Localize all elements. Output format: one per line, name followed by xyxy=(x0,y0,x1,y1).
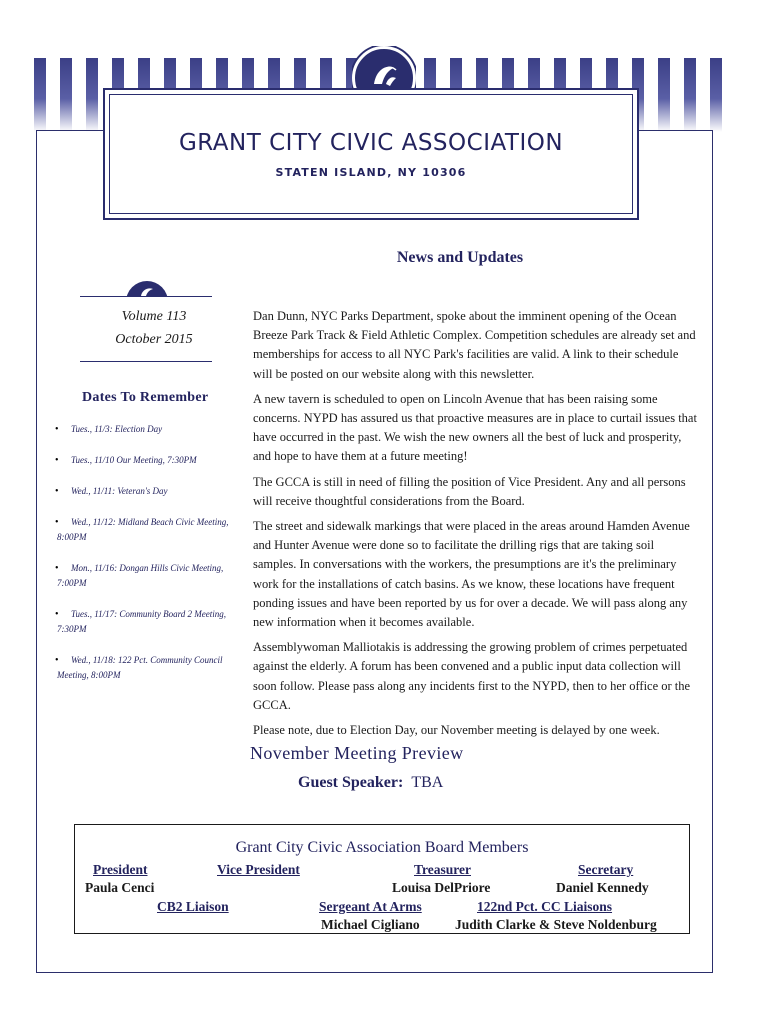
secretary-label: Secretary xyxy=(578,862,634,877)
secretary-name: Daniel Kennedy xyxy=(556,880,649,895)
leaf-emblem-icon xyxy=(352,46,416,90)
header-stripe xyxy=(60,58,72,132)
header-stripe xyxy=(34,58,46,132)
pct-liaisons-label: 122nd Pct. CC Liaisons xyxy=(477,899,613,914)
news-paragraph: Please note, due to Election Day, our November meeting is delayed by one week. xyxy=(253,723,660,738)
president-name: Paula Cenci xyxy=(85,880,155,895)
date-item: • Wed., 11/11: Veteran's Day xyxy=(57,484,241,499)
news-body xyxy=(253,307,697,746)
volume-rule-top xyxy=(80,296,212,297)
date-item: • Mon., 11/16: Dongan Hills Civic Meeting, 7:00PM xyxy=(57,561,241,591)
board-title: Grant City Civic Association Board Members xyxy=(235,839,529,856)
news-heading: News and Updates xyxy=(396,249,524,266)
date-item: • Tues., 11/10 Our Meeting, 7:30PM xyxy=(57,453,241,468)
guest-speaker-value: TBA xyxy=(411,774,444,791)
vice-president-label: Vice President xyxy=(217,862,300,877)
news-paragraph: The street and sidewalk markings that were placed in the areas around Hamden Avenue and Hunter Avenue were done so to facilitate the drilling rigs that are taking soil samples. In conversations with the workers, the presumptions are it's the preliminary work for the installations of catch basins. As we know, these locations have frequent ponding issues and have been reported by us for over a decade. We will pass along any new information when it becomes available. xyxy=(253,519,690,630)
treasurer-name: Louisa DelPriore xyxy=(392,880,491,895)
header-stripe xyxy=(684,58,696,132)
dates-heading: Dates To Remember xyxy=(82,390,209,405)
header-stripe xyxy=(86,58,98,132)
guest-speaker xyxy=(298,774,443,792)
leaf-emblem-small-icon xyxy=(126,281,168,297)
cb2-liaison-label: CB2 Liaison xyxy=(157,899,229,914)
news-paragraph: Dan Dunn, NYC Parks Department, spoke about the imminent opening of the Ocean Breeze Park Track & Field Athletic Complex. Competition schedules are already set and memberships for access to all NYC Park's facilities are valid. A link to their schedule will be posted on our website along with this newsletter. xyxy=(253,309,696,381)
date-item: • Wed., 11/12: Midland Beach Civic Meeting, 8:00PM xyxy=(57,515,241,545)
sergeant-name: Michael Cigliano xyxy=(321,917,420,932)
organization-name: GRANT CITY CIVIC ASSOCIATION xyxy=(178,130,564,156)
volume-emblem xyxy=(126,281,168,297)
header-emblem xyxy=(352,46,416,90)
news-paragraph: A new tavern is scheduled to open on Lincoln Avenue that has been raising some concerns. NYPD has assured us that proactive measures are in place to curtail issues that have occurred in the past. We wish the new owners all the best of luck and prosperity, and hope to have them at a future meeting! xyxy=(253,391,697,464)
date-item: • Tues., 11/3: Election Day xyxy=(57,422,241,437)
header-stripe xyxy=(658,58,670,132)
pct-liaisons-names: Judith Clarke & Steve Noldenburg xyxy=(455,917,657,932)
news-paragraph: Assemblywoman Malliotakis is addressing the growing problem of crimes perpetuated against the elderly. A forum has been convened and a public input data collection will soon follow. Please pass along any incidents first to the NYPD, then to her office or the GCCA. xyxy=(253,640,691,712)
treasurer-label: Treasurer xyxy=(414,862,471,877)
president-label: President xyxy=(93,862,148,877)
volume-number: Volume 113 xyxy=(121,309,187,324)
title-box xyxy=(103,88,639,220)
meeting-preview-heading: November Meeting Preview xyxy=(250,743,464,763)
issue-date: October 2015 xyxy=(115,332,193,347)
organization-location: STATEN ISLAND, NY 10306 xyxy=(275,166,467,179)
header-stripe xyxy=(710,58,722,132)
board-members-box xyxy=(74,824,690,934)
sergeant-label: Sergeant At Arms xyxy=(319,899,422,914)
news-paragraph: The GCCA is still in need of filling the position of Vice President. Any and all persons will receive thoughtful considerations from the Board. xyxy=(253,474,686,508)
guest-speaker-label: Guest Speaker: xyxy=(298,774,404,791)
dates-list xyxy=(57,422,241,699)
volume-rule-bottom xyxy=(80,361,212,362)
date-item: • Wed., 11/18: 122 Pct. Community Council Meeting, 8:00PM xyxy=(57,653,241,683)
date-item: • Tues., 11/17: Community Board 2 Meeting, 7:30PM xyxy=(57,607,241,637)
